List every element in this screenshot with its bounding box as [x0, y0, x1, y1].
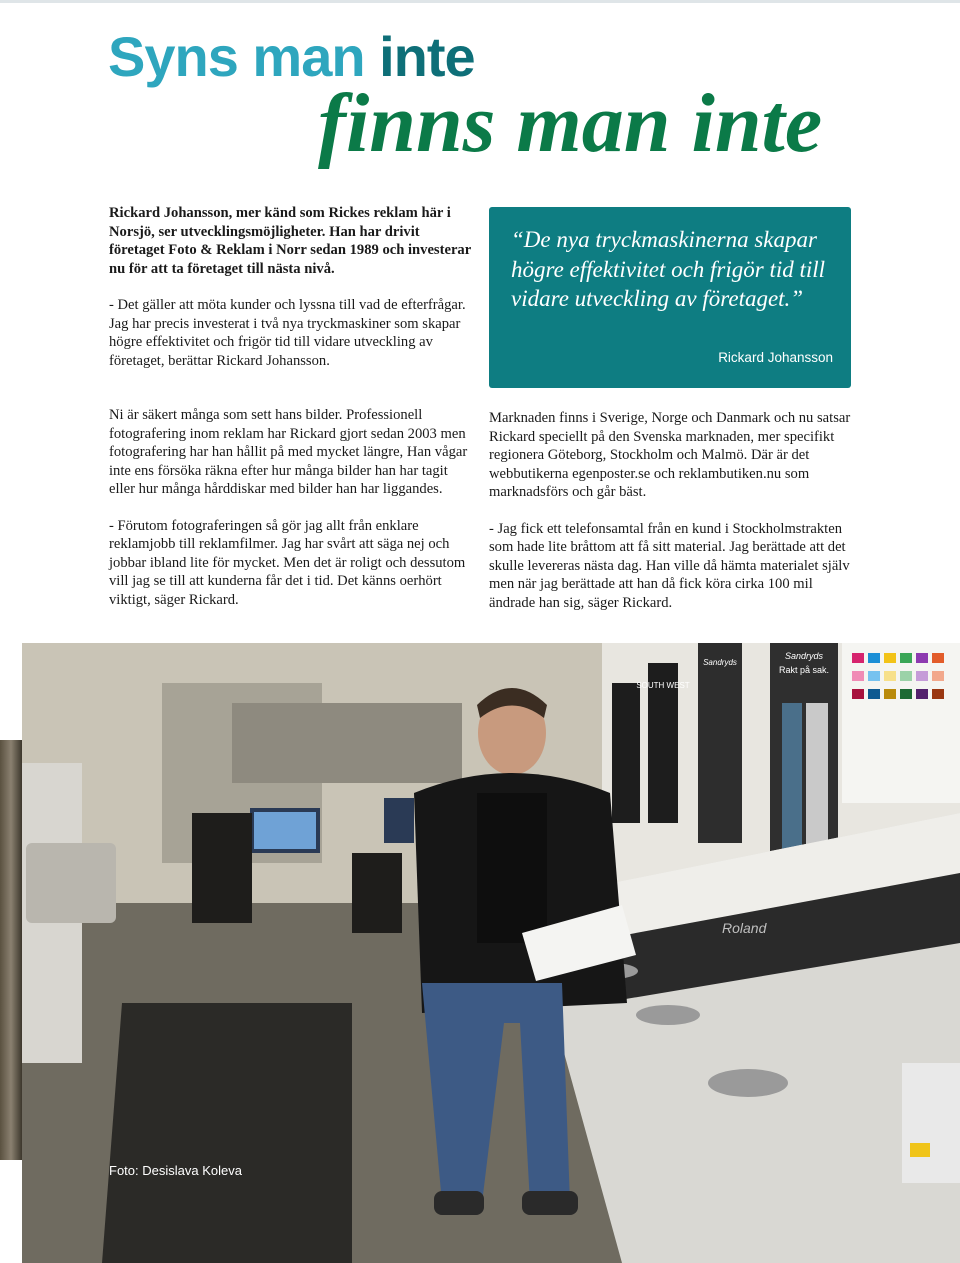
monitor-2 [384, 798, 414, 843]
tree-bark-edge [0, 740, 22, 1160]
banner-3 [698, 643, 742, 843]
banner-rakt-pa-sak: Rakt på sak. [778, 665, 830, 675]
pull-quote-box [489, 207, 851, 388]
banner-sandryds-2: Sandryds [784, 651, 824, 661]
photo-illustration [22, 643, 960, 1263]
printer-control-panel [902, 1063, 960, 1183]
top-rule [0, 0, 960, 3]
photo-credit: Foto: Desislava Koleva [109, 1163, 242, 1178]
pull-quote-author: Rickard Johansson [718, 350, 833, 365]
floor-mat [102, 1003, 352, 1263]
fan-vent-2 [636, 1005, 700, 1025]
plotter-left [26, 843, 116, 923]
banner-1 [612, 683, 640, 823]
body-paragraph-5: - Jag fick ett telefonsamtal från en kund i Stockholmstrakten som hade lite bråttom att få sitt material. Jag berättade att det skulle levereras nästa dag. Han ville då hämta materialet själv men när jag berättade att han då fick köra cirka 100 mil ändrade han sig, säger Rickard. [489, 520, 850, 611]
monitor-1-screen [254, 812, 316, 849]
color-chart [842, 643, 960, 803]
left-column-bottom [109, 406, 469, 627]
article-photo [22, 643, 960, 1263]
headline-line-2: finns man inte [318, 77, 823, 170]
body-paragraph-1: - Det gäller att möta kunder och lyssna till vad de efterfrågar. Jag har precis investerat i två nya tryckmaskiner som skapar högre effektivitet och frigör tid till vidare utveckling av företaget, berättar Rickard Johansson. [109, 297, 466, 369]
headline-part-syns-man: Syns man [108, 25, 365, 88]
body-paragraph-2: Ni är säkert många som sett hans bilder. Professionell fotografering inom reklam har Rickard gjort sedan 2003 men fotografering har han hållit på med mycket längre, Han vågar inte ens försöka räkna efter hur många bilder han har tagit eller hur många hårddiskar med bilder han har liggandes. [109, 407, 468, 497]
headline-part-inte: inte [379, 25, 475, 88]
pull-quote-text: “De nya tryckmaskinerna skapar högre effektivitet och frigör tid till vidare utveckling av företaget.” [511, 227, 826, 311]
banner-south-west: SOUTH WEST [636, 681, 690, 690]
body-paragraph-4: Marknaden finns i Sverige, Norge och Danmark och nu satsar Rickard speciellt på den Svenska marknaden, mer specifikt regionera Göteborg, Stockholm och Malmö. Där är det webbutikerna egenposter.se och reklambutiken.nu som marknadsförs och går bäst. [489, 410, 851, 500]
printer-brand-label: Roland [722, 920, 767, 936]
office-chair-2 [352, 853, 402, 933]
left-column-top [109, 204, 471, 388]
right-column [489, 409, 851, 630]
body-paragraph-3: - Förutom fotograferingen så gör jag allt från enklare reklamjobb till reklamfilmer. Jag har svårt att säga nej och jobbar ibland lite för mycket. Men det är roligt och dessutom vill jag se till att kunderna får det i tid. Det känns oerhört viktigt, säger Rickard. [109, 517, 466, 608]
office-chair [192, 813, 252, 923]
fan-vent-3 [708, 1069, 788, 1097]
banner-sandryds-1: Sandryds [703, 658, 737, 667]
intro-paragraph: Rickard Johansson, mer känd som Rickes reklam här i Norsjö, ser utvecklingsmöjligheter. Han har drivit företaget Foto & Reklam i Norr sedan 1989 och investerar nu för att ta företaget till nästa nivå. [109, 205, 471, 277]
